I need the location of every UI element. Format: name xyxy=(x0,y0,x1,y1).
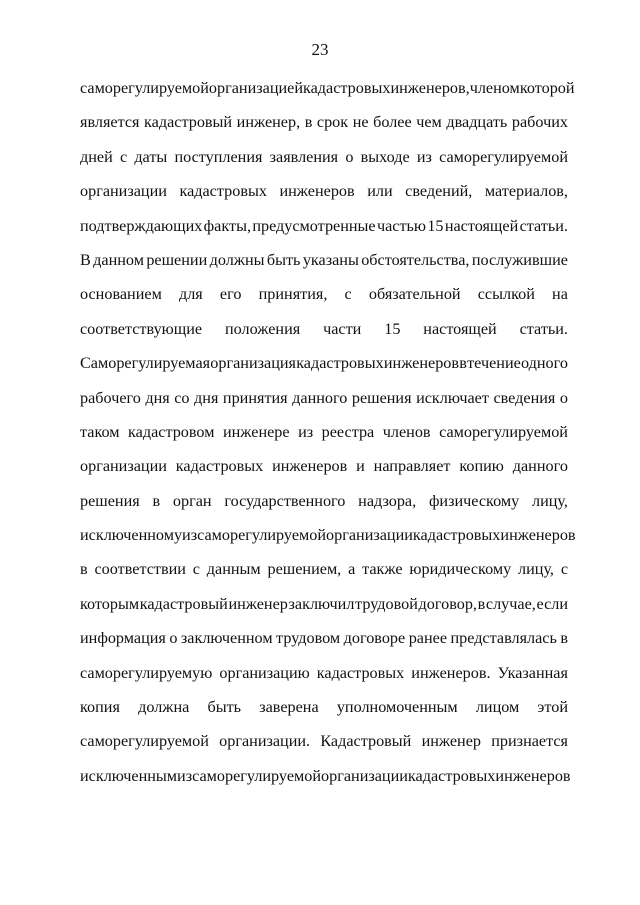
body-word: заявления xyxy=(269,147,339,166)
body-line xyxy=(80,626,568,660)
body-word: принятия xyxy=(222,388,288,407)
body-word: настоящей xyxy=(423,319,497,338)
body-word: кадастровых xyxy=(303,79,391,97)
body-word: организации xyxy=(321,766,408,785)
body-word: его xyxy=(219,285,242,304)
body-word: частью xyxy=(376,216,426,235)
body-word: в xyxy=(459,354,467,373)
body-word: инженер xyxy=(421,732,482,751)
body-word: в xyxy=(152,491,161,510)
body-word: Указанная xyxy=(497,663,568,682)
body-word: исключенным xyxy=(80,766,178,785)
body-word: Саморегулируемая xyxy=(80,354,211,373)
body-word: инженеров. xyxy=(411,663,491,682)
body-word: надзора, xyxy=(358,491,417,510)
body-word: материалов, xyxy=(484,182,568,201)
body-word: в xyxy=(304,113,313,132)
body-word: саморегулируемой xyxy=(192,766,322,785)
body-line xyxy=(80,420,568,454)
body-word: организацией xyxy=(208,79,303,97)
body-word: ссылкой xyxy=(477,285,535,304)
body-word: обстоятельства, xyxy=(361,250,470,269)
body-word: кадастровых xyxy=(412,526,501,545)
body-word: кадастровых xyxy=(175,457,264,476)
body-word: направляет xyxy=(373,457,451,476)
body-word: которой xyxy=(519,79,575,97)
body-word: статьи. xyxy=(519,319,568,338)
body-word: признается xyxy=(491,732,568,751)
body-word: кадастровом xyxy=(128,422,215,441)
body-word: кадастровый xyxy=(144,113,233,132)
body-word: организации xyxy=(80,182,167,201)
body-word: инженеров xyxy=(383,354,460,373)
body-word: с xyxy=(192,560,200,579)
body-word: реестра xyxy=(321,422,375,441)
body-word: рабочих xyxy=(511,113,568,132)
body-word: физическому xyxy=(428,491,520,510)
body-word: предусмотренные xyxy=(252,216,376,235)
body-word: ранее xyxy=(408,629,447,648)
body-line xyxy=(80,523,576,557)
body-word: инженеров xyxy=(495,766,571,785)
body-word: более xyxy=(373,113,412,132)
body-word: саморегулируемую xyxy=(80,663,213,682)
body-word: с xyxy=(119,147,128,166)
body-line xyxy=(80,76,575,110)
body-word: договоре xyxy=(343,629,406,648)
body-word: течение xyxy=(467,354,521,373)
body-word: 15 xyxy=(384,319,401,338)
body-word: членом xyxy=(469,79,520,97)
body-word: данном xyxy=(93,250,144,269)
body-word: случае, xyxy=(485,594,536,613)
body-word: выходе xyxy=(360,147,410,166)
body-word: в xyxy=(80,560,88,579)
body-word: с xyxy=(560,560,568,579)
body-word: или xyxy=(367,182,393,201)
body-word: данным xyxy=(206,560,261,579)
body-word: заверена xyxy=(259,698,319,717)
body-word: со xyxy=(174,388,190,407)
body-line xyxy=(80,592,568,626)
body-word: копию xyxy=(459,457,504,476)
body-line xyxy=(80,110,568,144)
body-line xyxy=(80,351,568,385)
body-word: исключает xyxy=(416,388,489,407)
page-number: 23 xyxy=(311,40,329,59)
body-word: кадастровых xyxy=(316,663,405,682)
body-word: для xyxy=(178,285,203,304)
body-line xyxy=(80,145,568,179)
body-word: на xyxy=(552,285,568,304)
body-line xyxy=(80,454,568,488)
body-word: в xyxy=(477,594,486,613)
body-word: организации xyxy=(326,526,413,545)
body-line xyxy=(80,764,571,798)
body-word: из xyxy=(416,147,432,166)
body-word: в xyxy=(560,629,568,648)
body-word: саморегулируемой xyxy=(80,732,209,751)
body-word: если xyxy=(536,594,568,613)
body-word: заключил xyxy=(288,594,355,613)
body-word: юридическому xyxy=(409,560,512,579)
body-word: о xyxy=(559,388,568,407)
body-word: двадцать xyxy=(446,113,508,132)
body-word: соответствии xyxy=(94,560,186,579)
body-word: уполномоченным xyxy=(336,698,458,717)
body-line xyxy=(80,179,568,213)
body-word: сведения xyxy=(493,388,556,407)
body-word: принятия, xyxy=(258,285,328,304)
body-word: кадастровых xyxy=(407,766,496,785)
body-word: части xyxy=(323,319,362,338)
body-word: орган xyxy=(172,491,212,510)
body-word: данного xyxy=(292,388,348,407)
body-line xyxy=(80,557,568,591)
body-word: дня xyxy=(194,388,219,407)
body-word: а xyxy=(348,560,356,579)
body-word: срок xyxy=(316,113,349,132)
body-word: лицу, xyxy=(518,560,554,579)
body-word: поступления xyxy=(174,147,263,166)
body-word: государственного xyxy=(224,491,346,510)
body-word: данного xyxy=(512,457,568,476)
body-word: быть xyxy=(207,698,242,717)
body-word: инженер, xyxy=(236,113,301,132)
body-word: обязательной xyxy=(368,285,461,304)
document-body xyxy=(80,76,576,798)
body-word: кадастровых xyxy=(179,182,267,201)
body-word: лицу, xyxy=(532,491,568,510)
body-word: исключенному xyxy=(80,526,183,545)
body-word: быть xyxy=(266,250,301,269)
body-word: членов xyxy=(382,422,431,441)
body-word: одного xyxy=(521,354,568,373)
body-word: и xyxy=(356,457,365,476)
body-word: должны xyxy=(209,250,265,269)
body-word: трудовом xyxy=(276,629,341,648)
body-word: не xyxy=(352,113,369,132)
body-word: с xyxy=(344,285,352,304)
body-word: факты, xyxy=(203,216,251,235)
body-word: статьи. xyxy=(519,216,568,235)
body-word: трудовой xyxy=(355,594,418,613)
body-word: настоящей xyxy=(444,216,519,235)
body-word: также xyxy=(362,560,403,579)
body-word: из xyxy=(182,526,198,545)
body-line xyxy=(80,729,568,763)
body-line xyxy=(80,386,568,420)
body-word: инженер xyxy=(228,594,288,613)
body-word: кадастровый xyxy=(139,594,228,613)
body-word: является xyxy=(80,113,140,132)
body-word: сведений, xyxy=(405,182,473,201)
body-word: представлялась xyxy=(450,629,557,648)
body-word: 15 xyxy=(427,216,444,235)
body-word: решения xyxy=(351,388,412,407)
body-line xyxy=(80,661,568,695)
body-word: которым xyxy=(80,594,140,613)
body-word: организация xyxy=(210,354,296,373)
body-word: о xyxy=(169,629,178,648)
body-word: инженере xyxy=(222,422,290,441)
body-word: инженеров xyxy=(500,526,576,545)
body-word: договор, xyxy=(418,594,477,613)
body-word: копия xyxy=(80,698,120,717)
body-word: рабочего xyxy=(80,388,141,407)
body-line xyxy=(80,282,568,316)
body-word: В xyxy=(80,250,91,269)
body-word: саморегулируемой xyxy=(439,147,568,166)
body-line xyxy=(80,317,568,351)
body-word: инженеров xyxy=(272,457,348,476)
body-word: кадастровых xyxy=(296,354,384,373)
body-word: дней xyxy=(80,147,113,166)
body-word: послужившие xyxy=(471,250,568,269)
body-word: саморегулируемой xyxy=(197,526,327,545)
body-word: таком xyxy=(80,422,120,441)
body-word: организации xyxy=(80,457,167,476)
body-line xyxy=(80,489,568,523)
body-word: даты xyxy=(134,147,168,166)
body-word: указаны xyxy=(302,250,359,269)
body-word: саморегулируемой xyxy=(80,79,209,97)
body-word: лицом xyxy=(475,698,520,717)
body-word: должна xyxy=(138,698,190,717)
body-line xyxy=(80,248,568,282)
body-line xyxy=(80,214,568,248)
body-word: заключенном xyxy=(180,629,273,648)
body-word: решением, xyxy=(267,560,342,579)
body-word: решения xyxy=(80,491,140,510)
body-word: о xyxy=(345,147,354,166)
body-word: из xyxy=(177,766,193,785)
body-word: подтверждающих xyxy=(80,216,203,235)
body-word: этой xyxy=(537,698,568,717)
body-word: инженеров, xyxy=(390,79,470,97)
body-word: Кадастровый xyxy=(320,732,412,751)
body-word: дня xyxy=(145,388,170,407)
body-word: организацию xyxy=(219,663,310,682)
body-word: из xyxy=(298,422,314,441)
body-word: решении xyxy=(146,250,208,269)
body-word: положения xyxy=(224,319,301,338)
body-word: соответствующие xyxy=(80,319,203,338)
body-line xyxy=(80,695,568,729)
body-word: информация xyxy=(80,629,166,648)
body-word: организации. xyxy=(219,732,311,751)
body-word: основанием xyxy=(80,285,162,304)
body-word: чем xyxy=(416,113,442,132)
body-word: инженеров xyxy=(279,182,355,201)
body-word: саморегулируемой xyxy=(439,422,568,441)
